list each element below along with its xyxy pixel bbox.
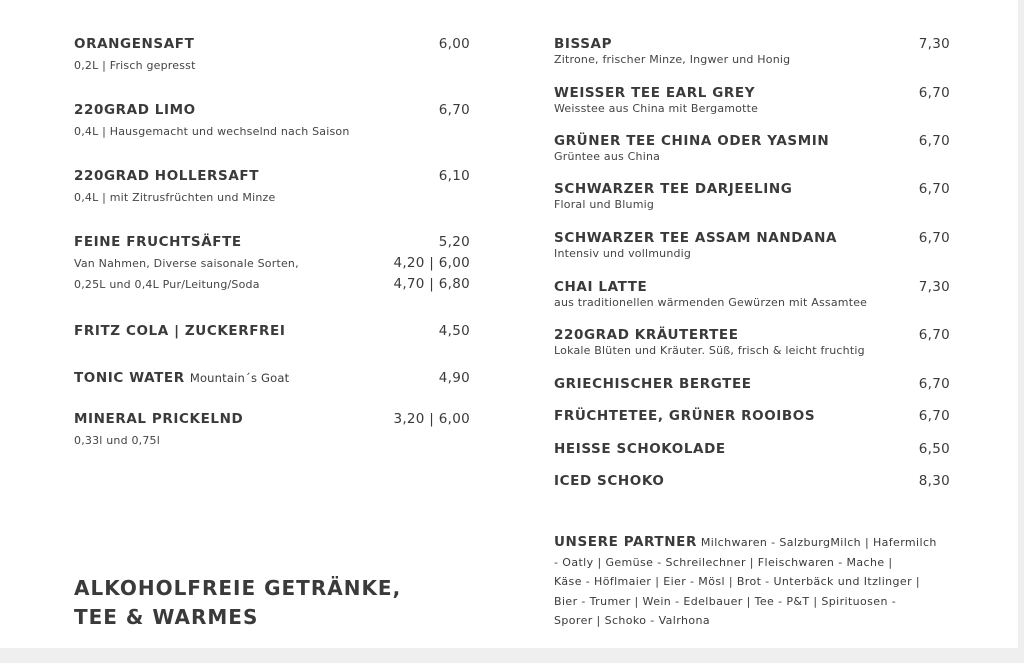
item-name: 220GRAD HOLLERSAFT — [74, 168, 260, 184]
menu-item-kraeutertee — [554, 327, 950, 376]
right-menu-column — [554, 36, 950, 505]
item-price: 6,70 — [918, 230, 950, 246]
partners-line: Milchwaren - SalzburgMilch | Hafermilch — [700, 536, 937, 549]
menu-item-fruechtetee — [554, 408, 950, 441]
item-description: 0,4L | Hausgemacht und wechselnd nach Saison — [74, 125, 350, 138]
item-name: FRITZ COLA | ZUCKERFREI — [74, 323, 286, 339]
item-name: WEISSER TEE EARL GREY — [554, 85, 756, 101]
item-price: 4,70 | 6,80 — [393, 276, 470, 292]
item-description: 0,33l und 0,75l — [74, 434, 161, 447]
menu-item-griechischer-bergtee — [554, 376, 950, 408]
item-price: 5,20 — [438, 234, 470, 250]
item-name: TONIC WATER — [74, 370, 185, 386]
left-menu-column — [74, 36, 470, 447]
item-price: 4,20 | 6,00 — [393, 255, 470, 271]
item-price: 4,50 — [438, 323, 470, 339]
item-description: aus traditionellen wärmenden Gewürzen mit Assamtee — [554, 296, 868, 309]
item-price: 6,70 — [918, 408, 950, 424]
partners-line: Käse - Höflmaier | Eier - Mösl | Brot - Unterbäck und Itzlinger | — [554, 575, 921, 588]
item-name: FEINE FRUCHTSÄFTE — [74, 234, 242, 250]
item-name: ICED SCHOKO — [554, 473, 665, 489]
item-name: BISSAP — [554, 36, 613, 52]
item-subrow — [74, 276, 470, 292]
section-title — [74, 574, 401, 632]
menu-item-schwarzer-tee-assam — [554, 230, 950, 279]
item-name: SCHWARZER TEE ASSAM NANDANA — [554, 230, 838, 246]
item-description: Floral und Blumig — [554, 198, 655, 211]
menu-item-schwarzer-tee-darjeeling — [554, 181, 950, 230]
item-description: 0,4L | mit Zitrusfrüchten und Minze — [74, 191, 276, 204]
menu-item-bissap — [554, 36, 950, 85]
item-price: 6,70 — [438, 102, 470, 118]
menu-item-orangensaft — [74, 36, 470, 102]
item-name: HEISSE SCHOKOLADE — [554, 441, 726, 457]
section-title-line: TEE & WARMES — [74, 605, 259, 629]
item-description: Weisstee aus China mit Bergamotte — [554, 102, 759, 115]
item-price: 8,30 — [918, 473, 950, 489]
item-name: GRÜNER TEE CHINA ODER YASMIN — [554, 133, 830, 149]
menu-item-heisse-schokolade — [554, 441, 950, 473]
item-price: 6,10 — [438, 168, 470, 184]
partners-line: - Oatly | Gemüse - Schreilechner | Fleischwaren - Mache | — [554, 555, 893, 569]
menu-item-220grad-hollersaft — [74, 168, 470, 234]
item-name: GRIECHISCHER BERGTEE — [554, 376, 752, 392]
item-name: 220GRAD LIMO — [74, 102, 196, 118]
menu-item-iced-schoko — [554, 473, 950, 505]
item-price: 6,50 — [918, 441, 950, 457]
partners-block — [554, 533, 954, 631]
item-description: Lokale Blüten und Kräuter. Süß, frisch & leicht fruchtig — [554, 344, 865, 357]
item-description: Intensiv und vollmundig — [554, 247, 692, 260]
item-name: SCHWARZER TEE DARJEELING — [554, 181, 793, 197]
item-name: 220GRAD KRÄUTERTEE — [554, 327, 739, 343]
item-price: 4,90 — [438, 370, 470, 386]
menu-item-feine-fruchtsaefte — [74, 234, 470, 323]
menu-item-mineral-prickelnd — [74, 411, 470, 447]
item-subrow — [74, 255, 470, 271]
item-name: ORANGENSAFT — [74, 36, 195, 52]
item-price: 3,20 | 6,00 — [393, 411, 470, 427]
item-price: 6,70 — [918, 133, 950, 149]
partners-line: Bier - Trumer | Wein - Edelbauer | Tee - P&T | Spirituosen - — [554, 594, 897, 608]
item-price: 6,70 — [918, 181, 950, 197]
item-price: 7,30 — [918, 279, 950, 295]
menu-item-chai-latte — [554, 279, 950, 327]
item-description: Grüntee aus China — [554, 150, 661, 163]
item-name: FRÜCHTETEE, GRÜNER ROOIBOS — [554, 408, 816, 424]
menu-item-tonic-water — [74, 367, 470, 411]
item-price: 6,70 — [918, 327, 950, 343]
partners-title: UNSERE PARTNER — [554, 534, 697, 550]
item-price: 7,30 — [918, 36, 950, 52]
item-name: MINERAL PRICKELND — [74, 411, 244, 427]
item-description: Zitrone, frischer Minze, Ingwer und Honig — [554, 53, 791, 66]
section-title-line: ALKOHOLFREIE GETRÄNKE, — [74, 576, 402, 600]
menu-item-gruener-tee — [554, 133, 950, 181]
item-description: 0,2L | Frisch gepresst — [74, 59, 196, 72]
item-description: Van Nahmen, Diverse saisonale Sorten, — [74, 257, 299, 270]
menu-item-weisser-tee-earl-grey — [554, 85, 950, 133]
menu-item-fritz-cola — [74, 323, 470, 367]
menu-item-220grad-limo — [74, 102, 470, 168]
item-inline-description: Mountain´s Goat — [189, 371, 290, 385]
partners-line: Sporer | Schoko - Valrhona — [554, 614, 710, 627]
item-price: 6,70 — [918, 85, 950, 101]
item-description: 0,25L und 0,4L Pur/Leitung/Soda — [74, 278, 260, 291]
item-name: CHAI LATTE — [554, 279, 648, 295]
item-price: 6,70 — [918, 376, 950, 392]
item-price: 6,00 — [438, 36, 470, 52]
